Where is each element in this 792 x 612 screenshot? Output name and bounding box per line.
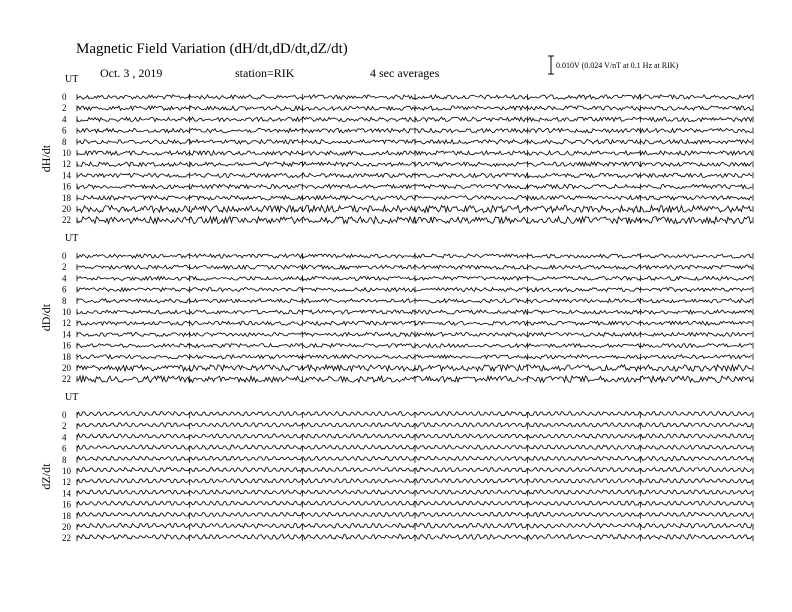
trace-line (77, 299, 752, 303)
row-label: 8 (62, 454, 67, 465)
row-label: 2 (62, 262, 67, 273)
trace-line (77, 332, 752, 336)
trace-line (77, 535, 752, 540)
row-label: 4 (62, 432, 67, 443)
ut-label: UT (65, 74, 79, 85)
row-label: 4 (62, 114, 67, 125)
row-label: 22 (62, 215, 71, 226)
trace-line (77, 106, 752, 110)
trace-line (77, 355, 752, 359)
row-label: 22 (62, 374, 71, 385)
panel-2 (39, 392, 753, 543)
row-label: 2 (62, 103, 67, 114)
row-label: 18 (62, 510, 71, 521)
trace-line (77, 254, 752, 258)
row-label: 0 (62, 410, 67, 420)
trace-line (77, 95, 752, 99)
row-label: 10 (62, 466, 71, 476)
panel-label: dH/dt (39, 144, 53, 173)
row-label: 12 (62, 159, 71, 170)
averaging-label: 4 sec averages (370, 66, 440, 80)
trace-line (77, 206, 752, 213)
trace-line (77, 365, 752, 371)
panel-0 (39, 74, 753, 225)
trace-line (77, 423, 752, 427)
row-label: 22 (62, 533, 71, 544)
trace-line (77, 196, 752, 200)
ut-label: UT (65, 392, 79, 403)
station-label: station=RIK (235, 66, 295, 80)
row-label: 6 (62, 443, 67, 454)
panel-label: dZ/dt (39, 463, 53, 490)
row-label: 16 (62, 499, 71, 510)
trace-line (77, 445, 752, 449)
trace-line (77, 276, 752, 280)
row-label: 10 (62, 307, 71, 317)
trace-line (77, 512, 752, 516)
trace-line (77, 117, 752, 121)
row-label: 16 (62, 340, 71, 351)
row-label: 20 (62, 522, 71, 532)
row-label: 8 (62, 295, 67, 306)
row-label: 18 (62, 192, 71, 203)
trace-line (77, 310, 752, 314)
row-label: 16 (62, 181, 71, 192)
trace-line (77, 140, 752, 144)
row-label: 14 (62, 488, 71, 499)
scale-bar (548, 56, 679, 74)
panel-label: dD/dt (39, 303, 53, 332)
row-label: 14 (62, 170, 71, 181)
trace-line (77, 479, 752, 483)
row-label: 6 (62, 125, 67, 136)
row-label: 8 (62, 136, 67, 147)
date-label: Oct. 3 , 2019 (100, 66, 163, 80)
trace-line (77, 376, 752, 382)
trace-line (77, 184, 752, 188)
trace-line (77, 412, 752, 416)
panel-1 (39, 233, 753, 384)
trace-line (77, 288, 752, 292)
trace-line (77, 128, 752, 132)
row-label: 2 (62, 421, 67, 432)
chart-title: Magnetic Field Variation (dH/dt,dD/dt,dZ/dt) (76, 41, 348, 57)
row-label: 20 (62, 204, 71, 214)
trace-line (77, 321, 752, 325)
trace-line (77, 344, 752, 348)
row-label: 14 (62, 329, 71, 340)
row-label: 0 (62, 92, 67, 102)
trace-line (77, 151, 752, 155)
row-label: 10 (62, 148, 71, 158)
trace-line (77, 456, 752, 460)
trace-line (77, 265, 752, 269)
trace-line (77, 468, 752, 472)
scale-bar-label: 0.010V (0.024 V/nT at 0.1 Hz at RIK) (556, 61, 679, 70)
ut-label: UT (65, 233, 79, 244)
trace-line (77, 523, 752, 528)
row-label: 4 (62, 273, 67, 284)
trace-line (77, 434, 752, 438)
trace-line (77, 217, 752, 224)
trace-line (77, 162, 752, 166)
row-label: 20 (62, 363, 71, 373)
row-label: 12 (62, 318, 71, 329)
trace-line (77, 173, 752, 177)
panels-group (39, 74, 753, 543)
row-label: 0 (62, 251, 67, 261)
row-label: 6 (62, 284, 67, 295)
row-label: 18 (62, 351, 71, 362)
trace-line (77, 490, 752, 494)
row-label: 12 (62, 477, 71, 488)
trace-line (77, 501, 752, 505)
